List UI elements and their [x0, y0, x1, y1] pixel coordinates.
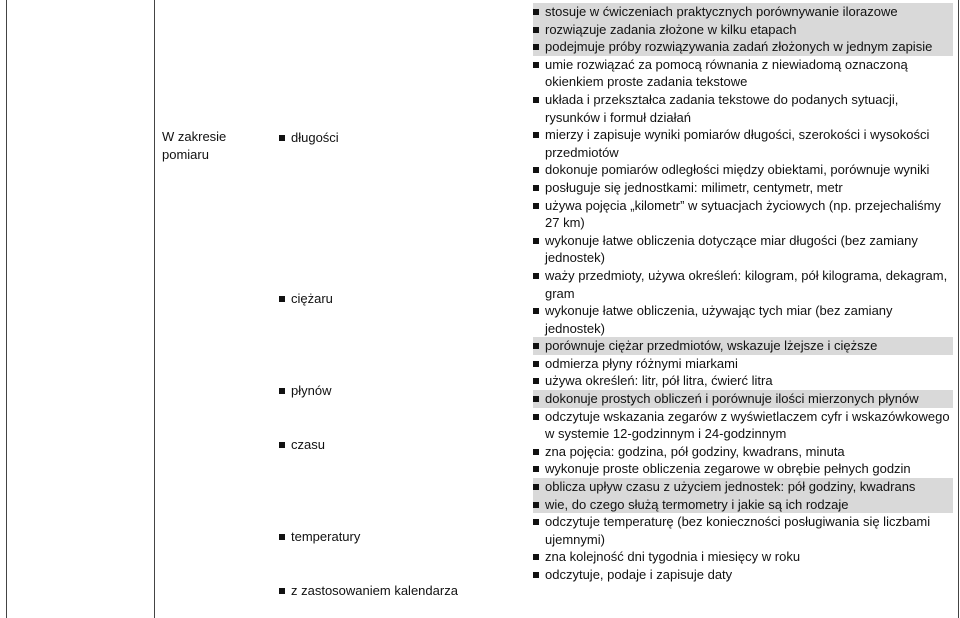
list-item: stosuje w ćwiczeniach praktycznych porównywanie ilorazowe — [533, 3, 953, 21]
list-item: dokonuje pomiarów odległości między obiektami, porównuje wyniki — [533, 161, 953, 179]
list-item: posługuje się jednostkami: milimetr, centymetr, metr — [533, 179, 953, 197]
list-item: odczytuje, podaje i zapisuje daty — [533, 566, 953, 584]
list-item: układa i przekształca zadania tekstowe do podanych sytuacji, rysunków i formuł działań — [533, 91, 953, 126]
list-item: odczytuje temperaturę (bez konieczności posługiwania się liczbami ujemnymi) — [533, 513, 953, 548]
list-item: waży przedmioty, używa określeń: kilogram, pół kilograma, dekagram, gram — [533, 267, 953, 302]
subcategory-dlugosci: długości — [279, 130, 339, 145]
list-item: podejmuje próby rozwiązywania zadań złożonych w jednym zapisie — [533, 38, 953, 56]
grid-line — [958, 0, 959, 618]
list-item: odczytuje wskazania zegarów z wyświetlaczem cyfr i wskazówkowego w systemie 12-godzinnym i 24-godzinnym — [533, 408, 953, 443]
grid-line — [6, 0, 7, 618]
category-cell: W zakresie pomiaru — [162, 129, 227, 162]
list-item: zna pojęcia: godzina, pół godziny, kwadrans, minuta — [533, 443, 953, 461]
grid-line — [154, 0, 155, 618]
subcategory-ciezaru: ciężaru — [279, 291, 333, 306]
list-item: porównuje ciężar przedmiotów, wskazuje lżejsze i cięższe — [533, 337, 953, 355]
list-item: mierzy i zapisuje wyniki pomiarów długości, szerokości i wysokości przedmiotów — [533, 126, 953, 161]
subcategory-czasu: czasu — [279, 437, 325, 452]
list-item: wie, do czego służą termometry i jakie są ich rodzaje — [533, 496, 953, 514]
list-item: wykonuje łatwe obliczenia dotyczące miar długości (bez zamiany jednostek) — [533, 232, 953, 267]
list-item: dokonuje prostych obliczeń i porównuje ilości mierzonych płynów — [533, 390, 953, 408]
subcategory-plynow: płynów — [279, 383, 331, 398]
list-item: odmierza płyny różnymi miarkami — [533, 355, 953, 373]
list-item: oblicza upływ czasu z użyciem jednostek: pół godziny, kwadrans — [533, 478, 953, 496]
skills-list — [533, 3, 953, 584]
list-item: rozwiązuje zadania złożone w kilku etapach — [533, 21, 953, 39]
list-item: umie rozwiązać za pomocą równania z niewiadomą oznaczoną okienkiem proste zadania tekstowe — [533, 56, 953, 91]
list-item: zna kolejność dni tygodnia i miesięcy w roku — [533, 548, 953, 566]
subcategory-temperatury: temperatury — [279, 529, 360, 544]
list-item: używa określeń: litr, pół litra, ćwierć litra — [533, 372, 953, 390]
list-item: używa pojęcia „kilometr” w sytuacjach życiowych (np. przejechaliśmy 27 km) — [533, 197, 953, 232]
list-item: wykonuje łatwe obliczenia, używając tych miar (bez zamiany jednostek) — [533, 302, 953, 337]
subcategory-kalendarz: z zastosowaniem kalendarza — [279, 583, 458, 598]
list-item: wykonuje proste obliczenia zegarowe w obrębie pełnych godzin — [533, 460, 953, 478]
